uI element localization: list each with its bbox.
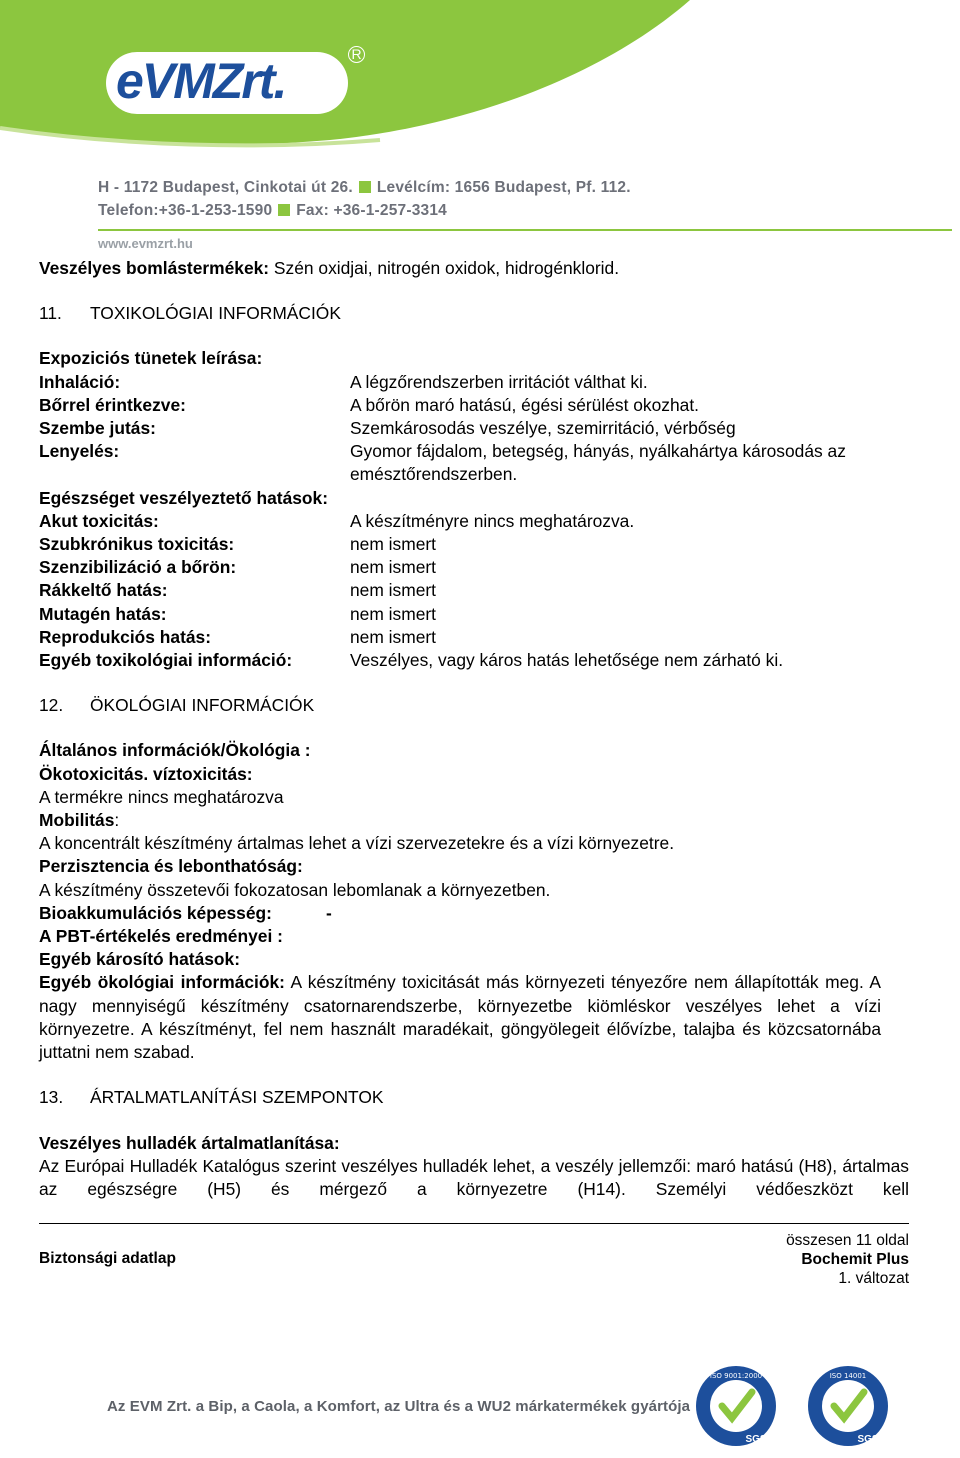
health-row-value: A készítményre nincs meghatározva. (350, 510, 635, 531)
waste-text: Az Európai Hulladék Katalógus szerint veszélyes hulladék lehet, a veszély jellemzői: maró hatású (H8), ártalmas az egészségre (H5) és mérgező a környezetre (H14). Személyi védőeszközt kell (39, 1155, 909, 1199)
page-count: összesen 11 oldal (786, 1232, 909, 1249)
phone: Telefon:+36-1-253-1590 (98, 202, 273, 219)
section-13-heading: 13. ÁRTALMATLANÍTÁSI SZEMPONTOK (39, 1087, 384, 1108)
exposure-heading: Expoziciós tünetek leírása: (39, 348, 263, 369)
address-line-1 (98, 179, 631, 197)
logo-text: eVMZrt. (116, 53, 286, 109)
letterhead (0, 0, 960, 256)
document-body (39, 257, 909, 1201)
ecotoxicity-text: A termékre nincs meghatározva (39, 786, 284, 807)
health-row (39, 649, 909, 672)
exposure-row (39, 394, 909, 417)
exposure-row-value: Gyomor fájdalom, betegség, hányás, nyálkahártya károsodás az emésztőrendszerben. (350, 441, 846, 485)
iso-14001-seal (806, 1364, 890, 1453)
mail-address: Levélcím: 1656 Budapest, Pf. 112. (376, 179, 631, 196)
health-row-value: nem ismert (350, 580, 437, 601)
health-row-value: nem ismert (350, 557, 437, 578)
iso-seal-icon (694, 1364, 778, 1448)
brand-tagline: Az EVM Zrt. a Bip, a Caola, a Komfort, az Ultra és a WU2 márkatermékek gyártója (107, 1398, 691, 1415)
health-row-label: Mutagén hatás: (39, 603, 167, 624)
exposure-row-label: Bőrrel érintkezve: (39, 394, 186, 415)
svg-text:SGS: SGS (745, 1434, 767, 1445)
address-line-2 (98, 202, 447, 220)
section-11-heading: 11. TOXIKOLÓGIAI INFORMÁCIÓK (39, 303, 341, 324)
health-row-label: Szenzibilizáció a bőrön: (39, 557, 237, 578)
postal-address: H - 1172 Budapest, Cinkotai út 26. (98, 179, 353, 196)
svg-text:ISO 9001:2000: ISO 9001:2000 (709, 1372, 763, 1380)
exposure-row (39, 440, 909, 486)
exposure-row-label: Inhaláció: (39, 371, 121, 392)
evm-logo (108, 46, 362, 116)
health-row-value: nem ismert (350, 603, 437, 624)
health-heading: Egészséget veszélyeztető hatások: (39, 487, 329, 508)
health-row-label: Egyéb toxikológiai információ: (39, 650, 293, 671)
green-square-icon (359, 181, 371, 193)
health-row (39, 603, 909, 626)
health-row-value: Veszélyes, vagy káros hatás lehetősége nem zárható ki. (350, 650, 784, 671)
registered-mark-icon: R (348, 46, 365, 63)
fax: Fax: +36-1-257-3314 (296, 202, 447, 219)
header-rule (98, 229, 952, 231)
health-row-value: nem ismert (350, 626, 437, 647)
health-row-label: Szubkrónikus toxicitás: (39, 534, 235, 555)
other-eco-info: Egyéb ökológiai információk: A készítmény toxicitását más környezeti tényezőre nem állapították meg. A nagy mennyiségű készítmény csatornarendszerbe, környezetbe kiömléskor veszélyes lehet a vízi környezetre. A készítményt, fel nem használt maradékait, göngyölegeit élővízbe, talajba és közcsatornába juttatni nem szabad. (39, 972, 881, 1063)
persistence-text: A készítmény összetevői fokozatosan lebomlanak a környezetben. (39, 879, 551, 900)
persistence-heading: Perzisztencia és lebonthatóság: (39, 856, 303, 877)
svg-text:ISO 14001: ISO 14001 (829, 1372, 867, 1380)
exposure-row-label: Lenyelés: (39, 441, 120, 462)
exposure-row-value: Szemkárosodás veszélye, szemirritáció, vérbőség (350, 418, 736, 439)
waste-heading: Veszélyes hulladék ártalmatlanítása: (39, 1132, 340, 1153)
health-row (39, 626, 909, 649)
mobility-text: A koncentrált készítmény ártalmas lehet a vízi szervezetekre és a vízi környezetre. (39, 833, 675, 854)
green-square-icon (278, 204, 290, 216)
exposure-list (39, 371, 909, 487)
iso-seal-icon (806, 1364, 890, 1448)
footer-info (786, 1231, 909, 1288)
pbt-heading: A PBT-értékelés eredményei : (39, 926, 283, 947)
svg-text:SGS: SGS (857, 1434, 879, 1445)
exposure-row-value: A légzőrendszerben irritációt válthat ki. (350, 371, 648, 392)
website: www.evmzrt.hu (98, 236, 193, 251)
footer-rule (39, 1223, 909, 1224)
other-harm-heading: Egyéb károsító hatások: (39, 949, 241, 970)
health-list (39, 510, 909, 672)
bioaccumulation-row: Bioakkumulációs képesség: - (39, 902, 332, 923)
iso-9001-seal (694, 1364, 778, 1453)
health-row (39, 556, 909, 579)
health-row (39, 510, 909, 533)
health-row (39, 533, 909, 556)
exposure-row (39, 371, 909, 394)
hazardous-decomposition: Veszélyes bomlástermékek: Szén oxidjai, nitrogén oxidok, hidrogénklorid. (39, 258, 620, 278)
mobility-heading: Mobilitás: (39, 810, 120, 831)
version: 1. változat (838, 1270, 909, 1287)
product-name: Bochemit Plus (801, 1251, 909, 1268)
ecotoxicity-heading: Ökotoxicitás. víztoxicitás: (39, 763, 253, 784)
health-row-label: Reprodukciós hatás: (39, 626, 212, 647)
exposure-row-value: A bőrön maró hatású, égési sérülést okozhat. (350, 394, 699, 415)
general-info-heading: Általános információk/Ökológia : (39, 740, 311, 761)
health-row-value: nem ismert (350, 534, 437, 555)
health-row-label: Rákkeltő hatás: (39, 580, 168, 601)
exposure-row (39, 417, 909, 440)
health-row (39, 579, 909, 602)
exposure-row-label: Szembe jutás: (39, 418, 156, 439)
health-row-label: Akut toxicitás: (39, 510, 159, 531)
footer-doc-type: Biztonsági adatlap (39, 1250, 176, 1267)
section-12-heading: 12. ÖKOLÓGIAI INFORMÁCIÓK (39, 695, 315, 716)
